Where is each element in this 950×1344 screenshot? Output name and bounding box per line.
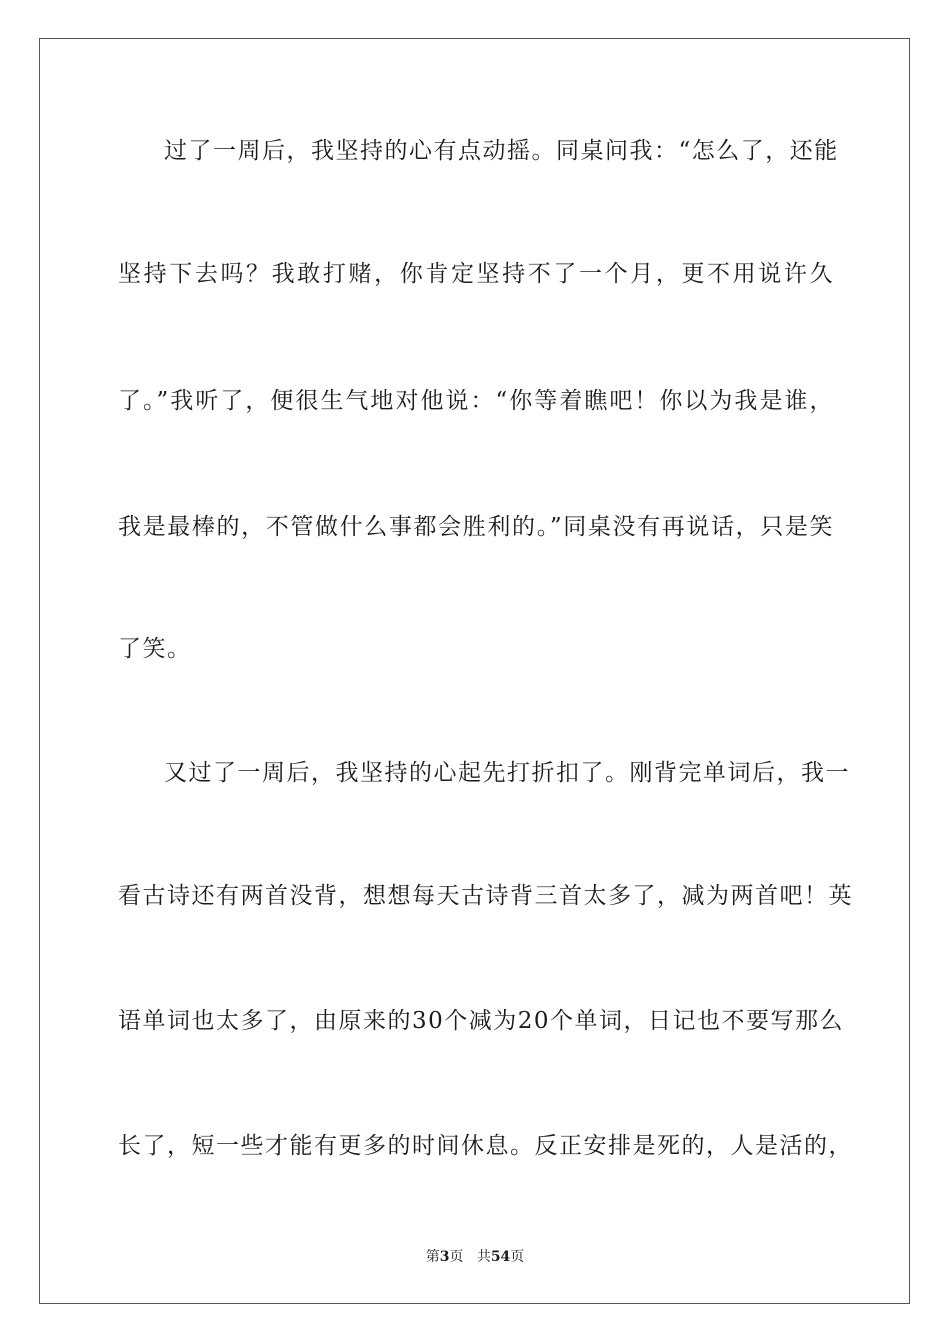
- page-border: [39, 38, 910, 1304]
- text-line-4: 我是最棒的，不管做什么事都会胜利的。”同桌没有再说话，只是笑: [118, 514, 834, 540]
- footer-page-suffix: 页: [449, 1249, 464, 1265]
- footer-total-pages: 54: [490, 1249, 511, 1265]
- text-line-6: 又过了一周后，我坚持的心起先打折扣了。刚背完单词后，我一: [164, 760, 850, 786]
- text-line-9: 长了，短一些才能有更多的时间休息。反正安排是死的，人是活的，: [118, 1133, 853, 1159]
- text-line-8: 语单词也太多了，由原来的30个减为20个单词，日记也不要写那么: [118, 1008, 845, 1034]
- text-line-1: 过了一周后，我坚持的心有点动摇。同桌问我：“怎么了，还能: [164, 138, 839, 164]
- footer-prefix: 第: [425, 1249, 440, 1265]
- text-line-5: 了笑。: [118, 636, 192, 662]
- page-footer: [0, 1248, 950, 1266]
- footer-total-prefix: 共: [476, 1249, 491, 1265]
- footer-total-suffix: 页: [510, 1249, 525, 1265]
- text-line-2: 坚持下去吗？我敢打赌，你肯定坚持不了一个月，更不用说许久: [118, 261, 834, 287]
- text-line-3: 了。”我听了，便很生气地对他说：“你等着瞧吧！你以为我是谁，: [118, 388, 834, 414]
- text-line-7: 看古诗还有两首没背，想想每天古诗背三首太多了，减为两首吧！英: [118, 883, 853, 909]
- footer-page-number: 3: [439, 1249, 450, 1265]
